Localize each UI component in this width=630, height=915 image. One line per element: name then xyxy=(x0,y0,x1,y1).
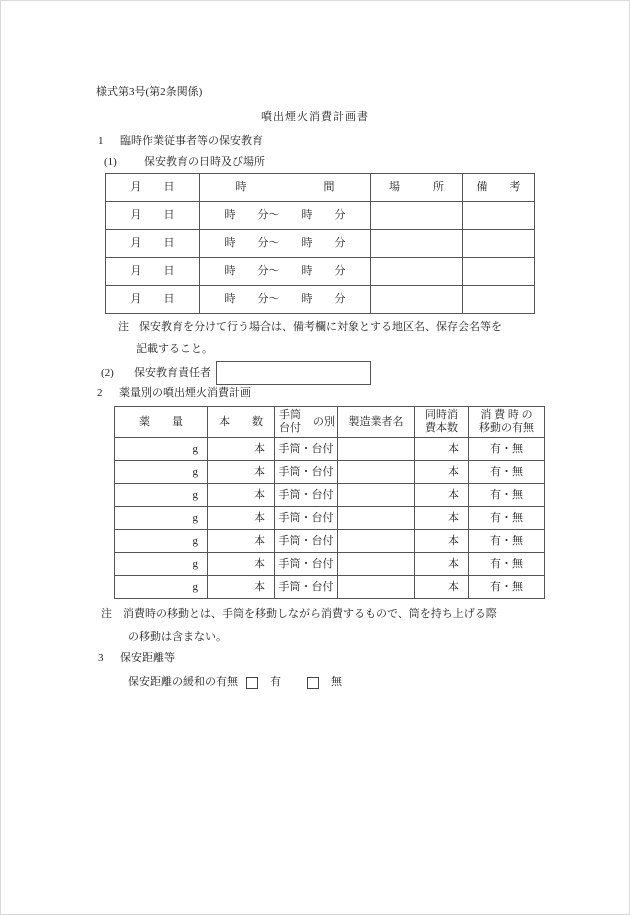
simultaneous-cell[interactable]: 本 xyxy=(415,530,469,553)
note-text-line1: 保安教育を分けて行う場合は、備考欄に対象とする地区名、保存会名等を xyxy=(139,321,502,333)
note-text-line2: の移動は含まない。 xyxy=(128,631,227,643)
amount-cell[interactable]: g xyxy=(115,530,208,553)
consumption-table-row xyxy=(115,438,545,461)
checkbox-yes[interactable] xyxy=(246,677,258,689)
note-prefix: 注 xyxy=(101,608,112,620)
maker-cell[interactable] xyxy=(338,553,415,576)
simul-header-line1: 同時消 xyxy=(425,409,458,421)
maker-cell[interactable] xyxy=(338,461,415,484)
movement-cell: 有・無 xyxy=(469,484,545,507)
education-schedule-table xyxy=(105,173,535,314)
count-cell[interactable]: 本 xyxy=(208,530,275,553)
type-header-line2: 台付 xyxy=(279,422,301,434)
note-text-line1: 消費時の移動とは、手筒を移動しながら消費するもので、筒を持ち上げる際 xyxy=(123,608,497,620)
type-header-line1: 手筒 xyxy=(279,409,301,421)
section-3-title: 保安距離等 xyxy=(120,652,175,664)
place-cell[interactable] xyxy=(371,258,463,286)
date-cell: 月 日 xyxy=(106,230,200,258)
movement-cell: 有・無 xyxy=(469,438,545,461)
note-education xyxy=(118,320,502,357)
amount-cell[interactable]: g xyxy=(115,553,208,576)
count-cell[interactable]: 本 xyxy=(208,438,275,461)
simultaneous-cell[interactable]: 本 xyxy=(415,438,469,461)
consumption-table-row xyxy=(115,576,545,599)
education-table-row xyxy=(106,202,535,230)
count-cell[interactable]: 本 xyxy=(208,553,275,576)
education-table-row xyxy=(106,258,535,286)
time-cell: 時 分～ 時 分 xyxy=(200,202,371,230)
movement-header-line1: 消 費 時 の xyxy=(480,409,533,421)
amount-cell[interactable]: g xyxy=(115,507,208,530)
amount-cell[interactable]: g xyxy=(115,461,208,484)
option-no-label: 無 xyxy=(331,676,342,688)
item-1-2-number: (2) xyxy=(101,366,114,379)
education-table-row xyxy=(106,230,535,258)
col-header-count: 本 数 xyxy=(208,407,275,438)
col-header-type xyxy=(275,407,338,438)
amount-cell[interactable]: g xyxy=(115,576,208,599)
movement-cell: 有・無 xyxy=(469,576,545,599)
item-1-2-label: 保安教育責任者 xyxy=(134,366,211,379)
item-1-1-number: (1) xyxy=(104,156,117,168)
movement-cell: 有・無 xyxy=(469,530,545,553)
checkbox-no[interactable] xyxy=(307,677,319,689)
page-title: 噴出煙火消費計画書 xyxy=(261,111,369,123)
amount-cell[interactable]: g xyxy=(115,438,208,461)
consumption-table-row xyxy=(115,461,545,484)
col-header-amount: 薬 量 xyxy=(115,407,208,438)
type-cell: 手筒・台付 xyxy=(275,484,338,507)
section-1-number: 1 xyxy=(98,135,104,147)
consumption-plan-table xyxy=(114,406,545,599)
section-2-title: 薬量別の噴出煙火消費計画 xyxy=(119,387,251,399)
note-prefix: 注 xyxy=(118,321,129,333)
simultaneous-cell[interactable]: 本 xyxy=(415,484,469,507)
education-table-row xyxy=(106,286,535,314)
consumption-table-header-row xyxy=(115,407,545,438)
simul-header-line2: 費本数 xyxy=(425,422,458,434)
time-cell: 時 分～ 時 分 xyxy=(200,286,371,314)
col-header-movement xyxy=(469,407,545,438)
place-cell[interactable] xyxy=(371,286,463,314)
note-consumption xyxy=(101,607,497,645)
option-yes-label: 有 xyxy=(270,676,281,688)
col-header-remarks: 備 考 xyxy=(463,174,535,202)
movement-cell: 有・無 xyxy=(469,461,545,484)
section-3-heading xyxy=(98,651,175,666)
responsible-person-input[interactable] xyxy=(216,361,371,385)
maker-cell[interactable] xyxy=(338,530,415,553)
mitigation-row xyxy=(128,675,342,690)
time-cell: 時 分～ 時 分 xyxy=(200,230,371,258)
place-cell[interactable] xyxy=(371,202,463,230)
col-header-date: 月 日 xyxy=(106,174,200,202)
consumption-table-row xyxy=(115,484,545,507)
form-number: 様式第3号(第2条関係) xyxy=(96,86,203,98)
maker-cell[interactable] xyxy=(338,576,415,599)
item-1-2-row xyxy=(101,360,371,386)
maker-cell[interactable] xyxy=(338,507,415,530)
section-2-heading xyxy=(97,386,251,401)
section-2-number: 2 xyxy=(97,387,103,399)
type-cell: 手筒・台付 xyxy=(275,553,338,576)
col-header-time: 時 間 xyxy=(200,174,371,202)
movement-header-line2: 移動の有無 xyxy=(479,422,534,434)
col-header-place: 場 所 xyxy=(371,174,463,202)
col-header-maker: 製造業者名 xyxy=(338,407,415,438)
count-cell[interactable]: 本 xyxy=(208,484,275,507)
mitigation-label: 保安距離の緩和の有無 xyxy=(128,676,238,688)
count-cell[interactable]: 本 xyxy=(208,461,275,484)
date-cell: 月 日 xyxy=(106,258,200,286)
remarks-cell[interactable] xyxy=(463,230,535,258)
note-text-line2: 記載すること。 xyxy=(136,343,213,355)
type-cell: 手筒・台付 xyxy=(275,461,338,484)
date-cell: 月 日 xyxy=(106,286,200,314)
simultaneous-cell[interactable]: 本 xyxy=(415,461,469,484)
movement-cell: 有・無 xyxy=(469,507,545,530)
time-cell: 時 分～ 時 分 xyxy=(200,258,371,286)
consumption-table-row xyxy=(115,507,545,530)
date-cell: 月 日 xyxy=(106,202,200,230)
remarks-cell[interactable] xyxy=(463,286,535,314)
type-cell: 手筒・台付 xyxy=(275,507,338,530)
simultaneous-cell[interactable]: 本 xyxy=(415,507,469,530)
type-cell: 手筒・台付 xyxy=(275,438,338,461)
remarks-cell[interactable] xyxy=(463,202,535,230)
place-cell[interactable] xyxy=(371,230,463,258)
type-cell: 手筒・台付 xyxy=(275,576,338,599)
section-1-title: 臨時作業従事者等の保安教育 xyxy=(120,135,263,147)
col-header-simultaneous xyxy=(415,407,469,438)
movement-cell: 有・無 xyxy=(469,553,545,576)
section-1-heading xyxy=(98,134,263,149)
count-cell[interactable]: 本 xyxy=(208,576,275,599)
type-header-suffix: の別 xyxy=(313,415,335,428)
type-cell: 手筒・台付 xyxy=(275,530,338,553)
section-3-number: 3 xyxy=(98,652,104,664)
maker-cell[interactable] xyxy=(338,438,415,461)
education-table-header-row xyxy=(106,174,535,202)
consumption-table-row xyxy=(115,530,545,553)
consumption-table-row xyxy=(115,553,545,576)
count-cell[interactable]: 本 xyxy=(208,507,275,530)
maker-cell[interactable] xyxy=(338,484,415,507)
item-1-1-label: 保安教育の日時及び場所 xyxy=(144,156,265,168)
item-1-1-heading xyxy=(104,155,265,170)
remarks-cell[interactable] xyxy=(463,258,535,286)
amount-cell[interactable]: g xyxy=(115,484,208,507)
simultaneous-cell[interactable]: 本 xyxy=(415,576,469,599)
simultaneous-cell[interactable]: 本 xyxy=(415,553,469,576)
